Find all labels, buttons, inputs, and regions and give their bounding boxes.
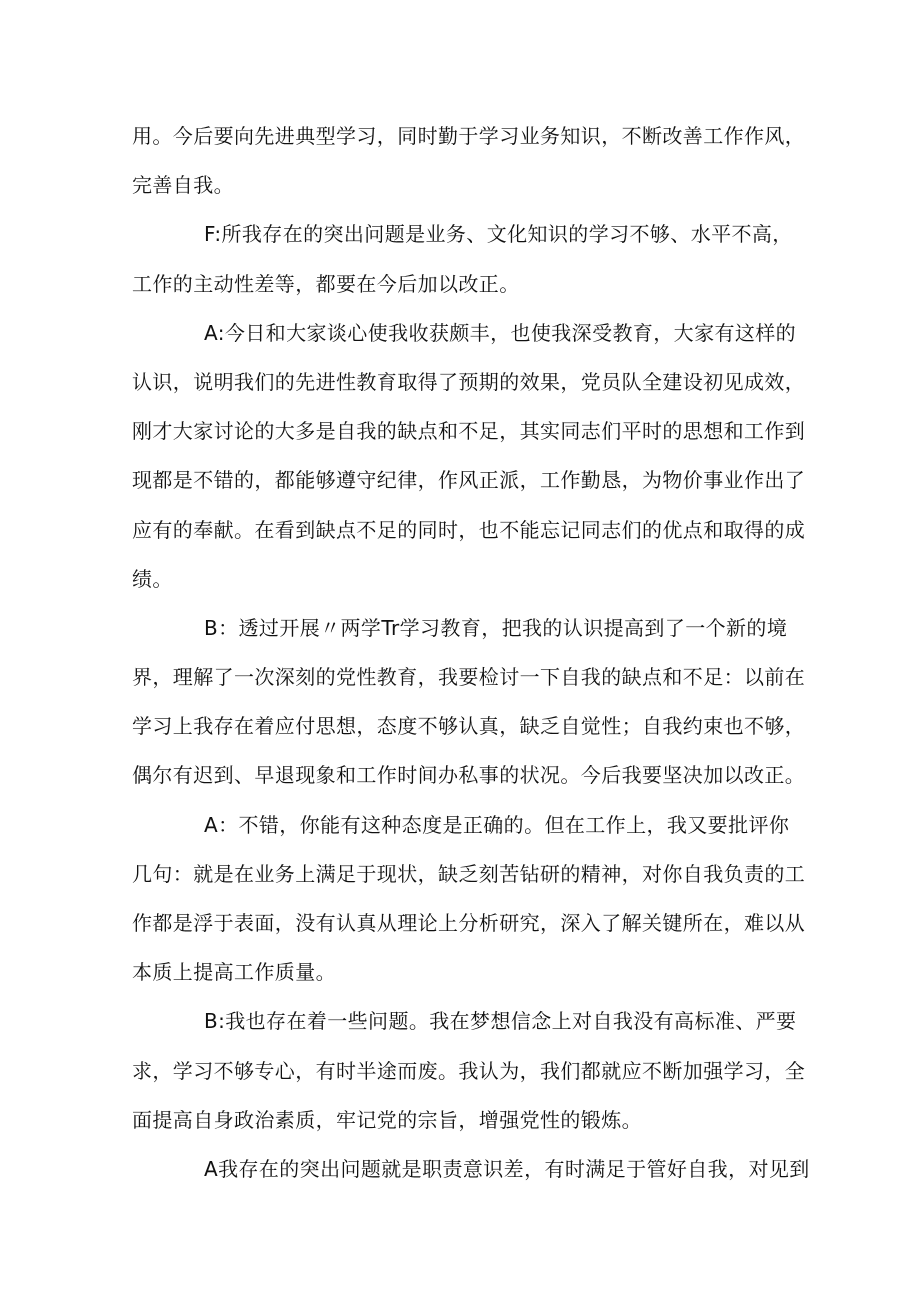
text-line: 本质上提高工作质量。 [132, 960, 336, 985]
text-line: F:所我存在的突出问题是业务、文化知识的学习不够、水平不高， [204, 222, 793, 247]
text-line: A:今日和大家谈心使我收获颇丰，也使我深受教育，大家有这样的 [204, 320, 797, 345]
text-line: 几句：就是在业务上满足于现状，缺乏刻苦钻研的精神，对你自我负责的工 [132, 861, 806, 886]
text-line: 应有的奉献。在看到缺点不足的同时，也不能忘记同志们的优点和取得的成 [132, 517, 806, 542]
text-line: B:我也存在着一些问题。我在梦想信念上对自我没有高标准、严要 [204, 1009, 797, 1034]
text-line: 作都是浮于表面，没有认真从理论上分析研究，深入了解关键所在，难以从 [132, 911, 806, 935]
text-line: 认识，说明我们的先进性教育取得了预期的效果，党员队全建设初见成效， [132, 369, 806, 394]
text-line: 用。今后要向先进典型学习，同时勤于学习业务知识，不断改善工作作风， [132, 124, 806, 148]
text-line: 现都是不错的，都能够遵守纪律，作风正派，工作勤恳，为物价事业作出了 [132, 468, 806, 493]
text-line: 偶尔有迟到、早退现象和工作时间办私事的状况。今后我要坚决加以改正。 [132, 763, 806, 788]
text-line: 求，学习不够专心，有时半途而废。我认为，我们都就应不断加强学习，全 [132, 1058, 806, 1083]
text-line: A我存在的突出问题就是职责意识差，有时满足于管好自我，对见到 [204, 1156, 810, 1181]
text-line: 学习上我存在着应付思想，态度不够认真，缺乏自觉性；自我约束也不够， [132, 714, 806, 739]
text-line: 工作的主动性差等，都要在今后加以改正。 [132, 271, 520, 296]
text-line: 界，理解了一次深刻的党性教育，我要检讨一下自我的缺点和不足：以前在 [132, 665, 806, 690]
text-line: 刚才大家讨论的大多是自我的缺点和不足，其实同志们平时的思想和工作到 [132, 419, 806, 444]
text-line: B：透过开展〃两学Tr学习教育，把我的认识提高到了一个新的境 [204, 615, 788, 640]
document-body [132, 112, 810, 1194]
text-line: 面提高自身政治素质，牢记党的宗旨，增强党性的锻炼。 [132, 1107, 642, 1132]
text-line: 绩。 [132, 566, 173, 591]
text-line: A：不错，你能有这种态度是正确的。但在工作上，我又要批评你 [204, 812, 790, 837]
text-line: 完善自我。 [132, 173, 234, 198]
